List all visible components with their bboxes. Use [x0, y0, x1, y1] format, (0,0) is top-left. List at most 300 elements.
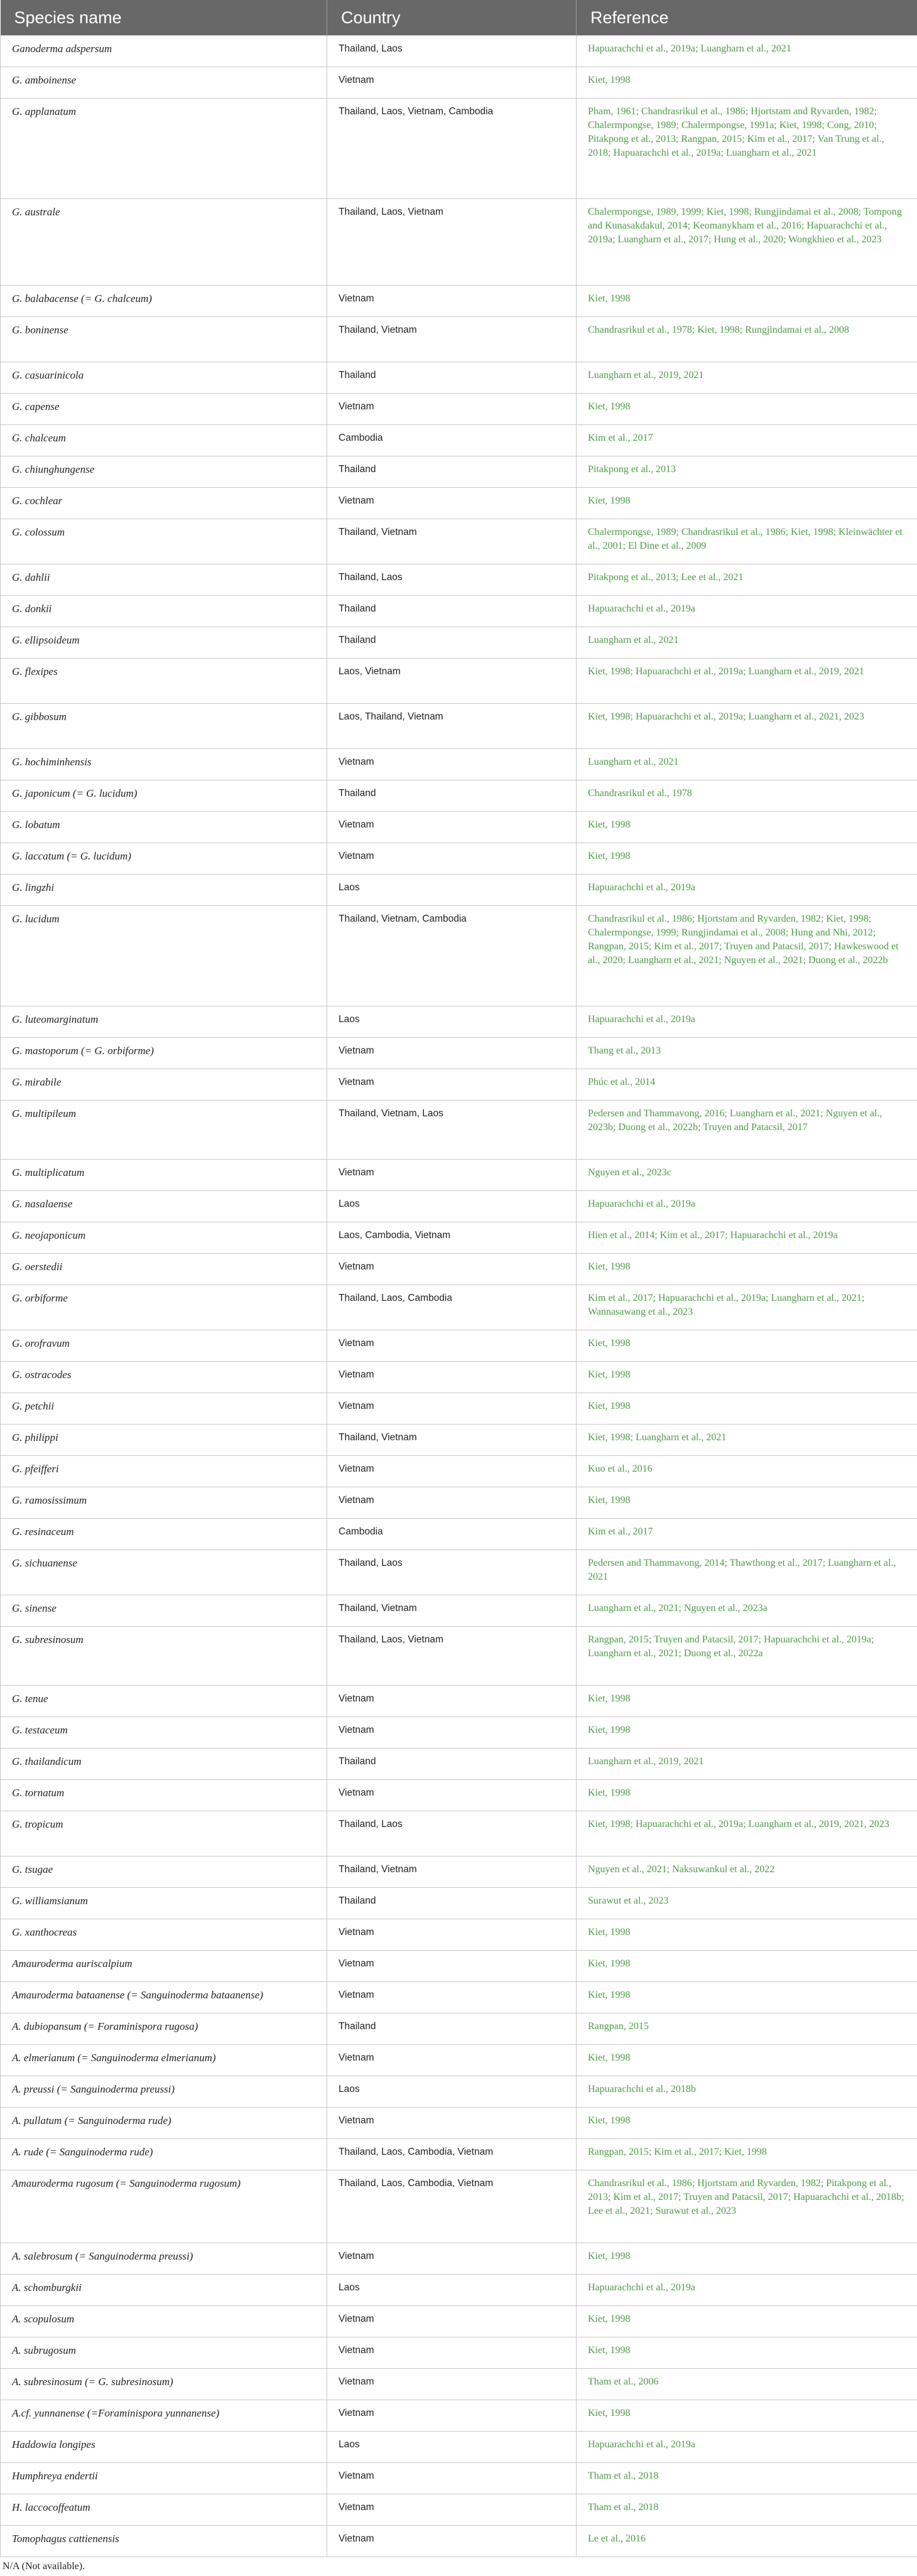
table-row: [1, 67, 917, 99]
reference-cell[interactable]: Luangharn et al., 2021: [577, 749, 917, 780]
country-cell: Vietnam: [327, 749, 577, 780]
species-synonym: (= Sanguinoderma elmerianum): [75, 2052, 215, 2064]
species-name-cell: [1, 1069, 327, 1101]
species-name: G. cochlear: [12, 495, 62, 507]
species-name-cell: [1, 659, 327, 704]
species-name: A. subresinosum: [12, 2376, 82, 2388]
country-cell: Vietnam: [327, 843, 577, 875]
species-name-cell: [1, 519, 327, 564]
reference-cell[interactable]: Kiet, 1998; Hapuarachchi et al., 2019a; Luangharn et al., 2019, 2021, 2023: [577, 1811, 917, 1857]
species-name: A. scopulosum: [12, 2313, 74, 2325]
species-synonym: (= G. lucidum): [64, 850, 131, 862]
species-name-cell: [1, 704, 327, 749]
species-name-cell: [1, 1919, 327, 1951]
species-synonym: (= Sanguinoderma bataanense): [124, 1989, 263, 2001]
table-row: [1, 1160, 917, 1191]
species-name: G. oerstedii: [12, 1261, 62, 1273]
species-name-cell: [1, 596, 327, 627]
species-name-cell: [1, 780, 327, 812]
header-country: Country: [327, 0, 577, 36]
reference-cell[interactable]: Rangpan, 2015; Truyen and Patacsil, 2017; Hapuarachchi et al., 2019a; Luangharn et al., 2021; Duong et al., 2022a: [577, 1627, 917, 1686]
species-name: Amauroderma rugosum: [12, 2177, 113, 2189]
table-row: [1, 1780, 917, 1811]
country-cell: Vietnam: [327, 1456, 577, 1487]
country-cell: Vietnam: [327, 812, 577, 843]
table-row: [1, 1717, 917, 1749]
species-name: G. tenue: [12, 1693, 48, 1705]
country-cell: Vietnam: [327, 2494, 577, 2526]
species-synonym: (= Sanguinoderma preussi): [54, 2083, 175, 2095]
reference-cell[interactable]: Chandrasrikul et al., 1978: [577, 780, 917, 812]
species-name-cell: [1, 2494, 327, 2526]
species-name: G. capense: [12, 401, 60, 412]
table-row: [1, 2139, 917, 2170]
reference-cell[interactable]: Kiet, 1998: [577, 2108, 917, 2139]
reference-cell[interactable]: Luangharn et al., 2019, 2021: [577, 1749, 917, 1780]
table-row: [1, 1487, 917, 1519]
species-synonym: (= Sanguinoderma preussi): [73, 2250, 193, 2262]
header-species-name: Species name: [1, 0, 327, 36]
reference-cell[interactable]: Hapuarachchi et al., 2019a: [577, 1191, 917, 1222]
species-name-cell: [1, 2306, 327, 2337]
reference-cell[interactable]: Kiet, 1998; Luangharn et al., 2021: [577, 1425, 917, 1456]
reference-cell[interactable]: Chandrasrikul et al., 1986; Hjortstam and Ryvarden, 1982; Kiet, 1998; Chalermpongse, 1999; Rungjindamai et al., 2008; Hung and Nhi, 2012; Rangpan, 2015; Kim et al., 2017; Truyen and Patacsil, 2017; Hawkeswood et al., 2020; Luangharn et al., 2021; Nguyen et al., 2021; Duong et al., 2022b: [577, 906, 917, 1006]
reference-cell[interactable]: Luangharn et al., 2019, 2021: [577, 362, 917, 394]
reference-cell[interactable]: Luangharn et al., 2021; Nguyen et al., 2023a: [577, 1595, 917, 1627]
species-name-cell: [1, 1191, 327, 1222]
species-name-cell: [1, 2337, 327, 2369]
reference-cell[interactable]: Kiet, 1998: [577, 1254, 917, 1285]
species-name-cell: [1, 1222, 327, 1254]
table-row: [1, 99, 917, 199]
species-name-cell: [1, 1982, 327, 2013]
country-cell: Thailand, Laos, Cambodia: [327, 1285, 577, 1330]
reference-cell[interactable]: Nguyen et al., 2023c: [577, 1160, 917, 1191]
table-row: [1, 749, 917, 780]
species-name-cell: [1, 2108, 327, 2139]
country-cell: Vietnam: [327, 1254, 577, 1285]
table-row: [1, 1456, 917, 1487]
species-name-cell: [1, 425, 327, 456]
country-cell: Vietnam: [327, 1038, 577, 1069]
species-name: G. sichuanense: [12, 1557, 77, 1569]
species-name: A.cf. yunnanense: [12, 2407, 85, 2419]
species-name-cell: [1, 2275, 327, 2306]
reference-cell[interactable]: Rangpan, 2015: [577, 2013, 917, 2045]
table-row: [1, 2076, 917, 2108]
species-name: G. nasalaense: [12, 1198, 72, 1210]
reference-cell[interactable]: Chalermpongse, 1989; Chandrasrikul et al., 1986; Kiet, 1998; Kleinwächter et al., 2001; El Dine et al., 2009: [577, 519, 917, 564]
table-row: [1, 1330, 917, 1362]
table-row: [1, 394, 917, 425]
species-name: H. laccocoffeatum: [12, 2501, 90, 2513]
country-cell: Laos, Cambodia, Vietnam: [327, 1222, 577, 1254]
table-row: [1, 1686, 917, 1717]
reference-cell[interactable]: Kiet, 1998: [577, 488, 917, 519]
table-row: [1, 456, 917, 488]
species-name-cell: [1, 1330, 327, 1362]
species-name-cell: [1, 1285, 327, 1330]
species-name-cell: [1, 199, 327, 286]
table-header: [1, 0, 917, 36]
species-name-cell: [1, 1101, 327, 1160]
country-cell: Thailand, Laos, Cambodia, Vietnam: [327, 2170, 577, 2243]
species-name: G. mirabile: [12, 1076, 61, 1088]
species-name-cell: [1, 1811, 327, 1857]
species-name: Ganoderma adspersum: [12, 43, 112, 55]
species-name: Haddowia longipes: [12, 2439, 95, 2450]
species-name-cell: [1, 99, 327, 199]
reference-cell[interactable]: Chalermpongse, 1989, 1999; Kiet, 1998; Rungjindamai et al., 2008; Tompong and Kunasakdakul, 2014; Keomanykham et al., 2016; Hapuarachchi et al., 2019a; Luangharn et al., 2017; Hung et al., 2020; Wongkhieo et al., 2023: [577, 199, 917, 286]
species-name-cell: [1, 2243, 327, 2275]
reference-cell[interactable]: Kim et al., 2017: [577, 1519, 917, 1550]
species-name: Amauroderma bataanense: [12, 1989, 124, 2001]
reference-cell[interactable]: Kiet, 1998: [577, 1951, 917, 1982]
country-cell: Vietnam: [327, 1982, 577, 2013]
table-row: [1, 1627, 917, 1686]
species-name-cell: [1, 2139, 327, 2170]
table-row: [1, 2243, 917, 2275]
species-name: A. elmerianum: [12, 2052, 75, 2064]
species-name-cell: [1, 2400, 327, 2432]
table-row: [1, 1888, 917, 1919]
country-cell: Thailand, Laos: [327, 564, 577, 596]
species-name-cell: [1, 1857, 327, 1888]
table-row: [1, 2526, 917, 2557]
table-row: [1, 627, 917, 659]
species-name-cell: [1, 1487, 327, 1519]
reference-cell[interactable]: Hapuarachchi et al., 2019a: [577, 2432, 917, 2463]
table-row: [1, 362, 917, 394]
species-name: Humphreya endertii: [12, 2470, 98, 2482]
reference-cell[interactable]: Pham, 1961; Chandrasrikul et al., 1986; Hjortstam and Ryvarden, 1982; Chalermpongse, 1989; Chalermpongse, 1991a; Kiet, 1998; Cong, 2010; Pitakpong et al., 2013; Rangpan, 2015; Kim et al., 2017; Van Trung et al., 2018; Hapuarachchi et al., 2019a; Luangharn et al., 2021: [577, 99, 917, 199]
reference-cell[interactable]: Kiet, 1998: [577, 394, 917, 425]
reference-cell[interactable]: Kiet, 1998: [577, 1393, 917, 1425]
species-name: G. donkii: [12, 603, 52, 615]
reference-cell[interactable]: Hapuarachchi et al., 2018b: [577, 2076, 917, 2108]
species-name: G. chalceum: [12, 432, 66, 444]
species-name: Tomophagus cattienensis: [12, 2533, 119, 2545]
reference-cell[interactable]: Kiet, 1998: [577, 286, 917, 317]
table-row: [1, 1811, 917, 1857]
species-name: Amauroderma auriscalpium: [12, 1958, 133, 1970]
table-row: [1, 488, 917, 519]
reference-cell[interactable]: Kiet, 1998: [577, 1686, 917, 1717]
species-name-cell: [1, 564, 327, 596]
country-cell: Laos: [327, 2275, 577, 2306]
species-name: G. neojaponicum: [12, 1229, 85, 1241]
reference-cell[interactable]: Kiet, 1998: [577, 1919, 917, 1951]
species-name-cell: [1, 2369, 327, 2400]
country-cell: Thailand, Vietnam: [327, 519, 577, 564]
table-row: [1, 1101, 917, 1160]
species-name: G. applanatum: [12, 105, 76, 117]
table-row: [1, 2463, 917, 2494]
table-row: [1, 843, 917, 875]
species-name-cell: [1, 627, 327, 659]
species-name: G. colossum: [12, 526, 65, 538]
reference-cell[interactable]: Kiet, 1998: [577, 1717, 917, 1749]
species-name: G. boninense: [12, 324, 68, 336]
species-name: G. resinaceum: [12, 1526, 74, 1538]
table-row: [1, 659, 917, 704]
species-synonym: (= Sanguinoderma rude): [43, 2146, 153, 2158]
country-cell: Thailand, Vietnam: [327, 317, 577, 362]
table-row: [1, 36, 917, 67]
reference-cell[interactable]: Thang et al., 2013: [577, 1038, 917, 1069]
species-name: G. chiunghungense: [12, 463, 94, 475]
country-cell: Vietnam: [327, 2369, 577, 2400]
table-row: [1, 519, 917, 564]
species-name: G. tornatum: [12, 1787, 64, 1799]
table-row: [1, 1393, 917, 1425]
species-name-cell: [1, 1456, 327, 1487]
table-row: [1, 906, 917, 1006]
species-name-cell: [1, 1749, 327, 1780]
reference-cell[interactable]: Kiet, 1998: [577, 843, 917, 875]
species-name-cell: [1, 812, 327, 843]
table-row: [1, 2432, 917, 2463]
country-cell: Vietnam: [327, 2306, 577, 2337]
species-name-cell: [1, 1686, 327, 1717]
country-cell: Vietnam: [327, 1160, 577, 1191]
country-cell: Vietnam: [327, 67, 577, 99]
country-cell: Thailand, Laos, Cambodia, Vietnam: [327, 2139, 577, 2170]
reference-cell[interactable]: Surawut et al., 2023: [577, 1888, 917, 1919]
reference-cell[interactable]: Luangharn et al., 2021: [577, 627, 917, 659]
species-name: G. lucidum: [12, 913, 60, 925]
table-row: [1, 780, 917, 812]
species-name: G. hochiminhensis: [12, 756, 92, 768]
table-row: [1, 812, 917, 843]
reference-cell[interactable]: Le et al., 2016: [577, 2526, 917, 2557]
species-name: G. dahlii: [12, 571, 50, 583]
species-name-cell: [1, 2170, 327, 2243]
reference-cell[interactable]: Kiet, 1998: [577, 812, 917, 843]
species-name: G. ostracodes: [12, 1369, 71, 1381]
table-row: [1, 2045, 917, 2076]
reference-cell[interactable]: Kiet, 1998; Hapuarachchi et al., 2019a; Luangharn et al., 2019, 2021: [577, 659, 917, 704]
country-cell: Laos, Thailand, Vietnam: [327, 704, 577, 749]
species-name: G. amboinense: [12, 74, 76, 86]
reference-cell[interactable]: Phúc et al., 2014: [577, 1069, 917, 1101]
table-row: [1, 1038, 917, 1069]
country-cell: Vietnam: [327, 286, 577, 317]
table-row: [1, 875, 917, 906]
country-cell: Vietnam: [327, 1362, 577, 1393]
species-synonym: (= G. lucidum): [70, 787, 138, 799]
species-name-cell: [1, 286, 327, 317]
reference-cell[interactable]: Pedersen and Thammavong, 2014; Thawthong et al., 2017; Luangharn et al., 2021: [577, 1550, 917, 1595]
species-name-cell: [1, 317, 327, 362]
table-row: [1, 1362, 917, 1393]
species-name-cell: [1, 67, 327, 99]
country-cell: Thailand, Vietnam, Laos: [327, 1101, 577, 1160]
reference-cell[interactable]: Kiet, 1998: [577, 1982, 917, 2013]
reference-cell[interactable]: Kiet, 1998: [577, 2337, 917, 2369]
table-row: [1, 704, 917, 749]
country-cell: Vietnam: [327, 1780, 577, 1811]
country-cell: Vietnam: [327, 1069, 577, 1101]
country-cell: Thailand, Vietnam, Cambodia: [327, 906, 577, 1006]
species-name: G. australe: [12, 206, 60, 218]
species-name: G. williamsianum: [12, 1895, 88, 1907]
reference-cell[interactable]: Pedersen and Thammavong, 2016; Luangharn et al., 2021; Nguyen et al., 2023b; Duong et al., 2022b; Truyen and Patacsil, 2017: [577, 1101, 917, 1160]
table-row: [1, 2369, 917, 2400]
species-name-cell: [1, 488, 327, 519]
reference-cell[interactable]: Hapuarachchi et al., 2019a; Luangharn et al., 2021: [577, 36, 917, 67]
reference-cell[interactable]: Kiet, 1998: [577, 1362, 917, 1393]
species-name-cell: [1, 36, 327, 67]
table-row: [1, 199, 917, 286]
species-name: A. preussi: [12, 2083, 54, 2095]
country-cell: Vietnam: [327, 1393, 577, 1425]
table-row: [1, 1006, 917, 1038]
country-cell: Thailand: [327, 1888, 577, 1919]
reference-cell[interactable]: Hien et al., 2014; Kim et al., 2017; Hapuarachchi et al., 2019a: [577, 1222, 917, 1254]
table-row: [1, 1519, 917, 1550]
species-name: A. dubiopansum: [12, 2020, 82, 2032]
table-row: [1, 1857, 917, 1888]
reference-cell[interactable]: Tham et al., 2006: [577, 2369, 917, 2400]
reference-cell[interactable]: Kim et al., 2017; Hapuarachchi et al., 2019a; Luangharn et al., 2021; Wannasawang et al., 2023: [577, 1285, 917, 1330]
country-cell: Vietnam: [327, 2243, 577, 2275]
header-reference: Reference: [577, 0, 917, 36]
species-name: G. philippi: [12, 1431, 58, 1443]
country-cell: Laos: [327, 1191, 577, 1222]
reference-cell[interactable]: Nguyen et al., 2021; Naksuwankul et al., 2022: [577, 1857, 917, 1888]
reference-cell[interactable]: Kiet, 1998: [577, 2400, 917, 2432]
species-name-cell: [1, 1425, 327, 1456]
species-name: A. subrugosum: [12, 2344, 76, 2356]
species-name: G. orofravum: [12, 1337, 70, 1349]
country-cell: Vietnam: [327, 1686, 577, 1717]
species-name: A. schomburgkii: [12, 2282, 82, 2293]
species-name-cell: [1, 1717, 327, 1749]
species-name-cell: [1, 875, 327, 906]
species-name-cell: [1, 1362, 327, 1393]
reference-cell[interactable]: Kiet, 1998: [577, 2045, 917, 2076]
country-cell: Laos: [327, 2432, 577, 2463]
country-cell: Thailand, Vietnam: [327, 1857, 577, 1888]
reference-cell[interactable]: Kiet, 1998; Hapuarachchi et al., 2019a; Luangharn et al., 2021, 2023: [577, 704, 917, 749]
species-name-cell: [1, 1393, 327, 1425]
country-cell: Vietnam: [327, 488, 577, 519]
table-body: [1, 36, 917, 2557]
species-name-cell: [1, 1627, 327, 1686]
reference-cell[interactable]: Kiet, 1998: [577, 67, 917, 99]
reference-cell[interactable]: Rangpan, 2015; Kim et al., 2017; Kiet, 1998: [577, 2139, 917, 2170]
country-cell: Vietnam: [327, 2108, 577, 2139]
species-name-cell: [1, 1595, 327, 1627]
species-name: G. pfeifferi: [12, 1463, 59, 1475]
species-name: G. laccatum: [12, 850, 64, 862]
country-cell: Thailand: [327, 1749, 577, 1780]
country-cell: Thailand: [327, 596, 577, 627]
reference-cell[interactable]: Kiet, 1998: [577, 1780, 917, 1811]
species-name-cell: [1, 1519, 327, 1550]
country-cell: Thailand, Laos: [327, 1550, 577, 1595]
reference-cell[interactable]: Kim et al., 2017: [577, 425, 917, 456]
species-name: G. testaceum: [12, 1724, 68, 1736]
species-name: G. petchii: [12, 1400, 54, 1412]
reference-cell[interactable]: Hapuarachchi et al., 2019a: [577, 1006, 917, 1038]
species-synonym: (= G. subresinosum): [82, 2376, 173, 2388]
reference-cell[interactable]: Kiet, 1998: [577, 1330, 917, 1362]
species-name-cell: [1, 843, 327, 875]
species-name: G. lobatum: [12, 819, 60, 831]
table-row: [1, 1191, 917, 1222]
reference-cell[interactable]: Hapuarachchi et al., 2019a: [577, 596, 917, 627]
table-row: [1, 2275, 917, 2306]
reference-cell[interactable]: Hapuarachchi et al., 2019a: [577, 875, 917, 906]
country-cell: Vietnam: [327, 2463, 577, 2494]
country-cell: Thailand, Laos, Vietnam: [327, 1627, 577, 1686]
reference-cell[interactable]: Kiet, 1998: [577, 1487, 917, 1519]
reference-cell[interactable]: Chandrasrikul et al., 1978; Kiet, 1998; Rungjindamai et al., 2008: [577, 317, 917, 362]
reference-cell[interactable]: Pitakpong et al., 2013; Lee et al., 2021: [577, 564, 917, 596]
table-row: [1, 564, 917, 596]
country-cell: Thailand, Laos, Vietnam, Cambodia: [327, 99, 577, 199]
country-cell: Thailand: [327, 2013, 577, 2045]
country-cell: Vietnam: [327, 2526, 577, 2557]
reference-cell[interactable]: Hapuarachchi et al., 2019a: [577, 2275, 917, 2306]
species-name: G. mastoporum: [12, 1045, 79, 1057]
reference-cell[interactable]: Tham et al., 2018: [577, 2494, 917, 2526]
species-name: G. gibbosum: [12, 711, 67, 723]
species-name: G. subresinosum: [12, 1634, 84, 1646]
country-cell: Vietnam: [327, 394, 577, 425]
reference-cell[interactable]: Kiet, 1998: [577, 2306, 917, 2337]
table-row: [1, 1550, 917, 1595]
table-row: [1, 2400, 917, 2432]
species-name: G. orbiforme: [12, 1292, 68, 1304]
table-row: [1, 1595, 917, 1627]
country-cell: Laos: [327, 2076, 577, 2108]
country-cell: Cambodia: [327, 425, 577, 456]
species-name: G. luteomarginatum: [12, 1013, 98, 1025]
table-row: [1, 1951, 917, 1982]
species-name: G. thailandicum: [12, 1755, 82, 1767]
table-row: [1, 1285, 917, 1330]
reference-cell[interactable]: Tham et al., 2018: [577, 2463, 917, 2494]
country-cell: Vietnam: [327, 2337, 577, 2369]
country-cell: Thailand, Vietnam: [327, 1425, 577, 1456]
species-name-cell: [1, 456, 327, 488]
country-cell: Vietnam: [327, 1330, 577, 1362]
reference-cell[interactable]: Chandrasrikul et al., 1986; Hjortstam and Ryvarden, 1982; Pitakpong et al., 2013; Kim et al., 2017; Truyen and Patacsil, 2017; Hapuarachchi et al., 2018b; Lee et al., 2021; Surawut et al., 2023: [577, 2170, 917, 2243]
reference-cell[interactable]: Kiet, 1998: [577, 2243, 917, 2275]
reference-cell[interactable]: Pitakpong et al., 2013: [577, 456, 917, 488]
country-cell: Thailand: [327, 362, 577, 394]
species-name-cell: [1, 2013, 327, 2045]
table-row: [1, 1749, 917, 1780]
species-name-cell: [1, 1006, 327, 1038]
species-name: G. sinense: [12, 1602, 57, 1614]
table-row: [1, 1982, 917, 2013]
species-name: G. japonicum: [12, 787, 70, 799]
table-row: [1, 2306, 917, 2337]
species-name-cell: [1, 1254, 327, 1285]
country-cell: Vietnam: [327, 1919, 577, 1951]
species-synonym: (=Foraminispora yunnanense): [85, 2407, 220, 2419]
table-row: [1, 1069, 917, 1101]
country-cell: Laos: [327, 1006, 577, 1038]
table-row: [1, 286, 917, 317]
reference-cell[interactable]: Kuo et al., 2016: [577, 1456, 917, 1487]
species-name-cell: [1, 749, 327, 780]
country-cell: Vietnam: [327, 1717, 577, 1749]
